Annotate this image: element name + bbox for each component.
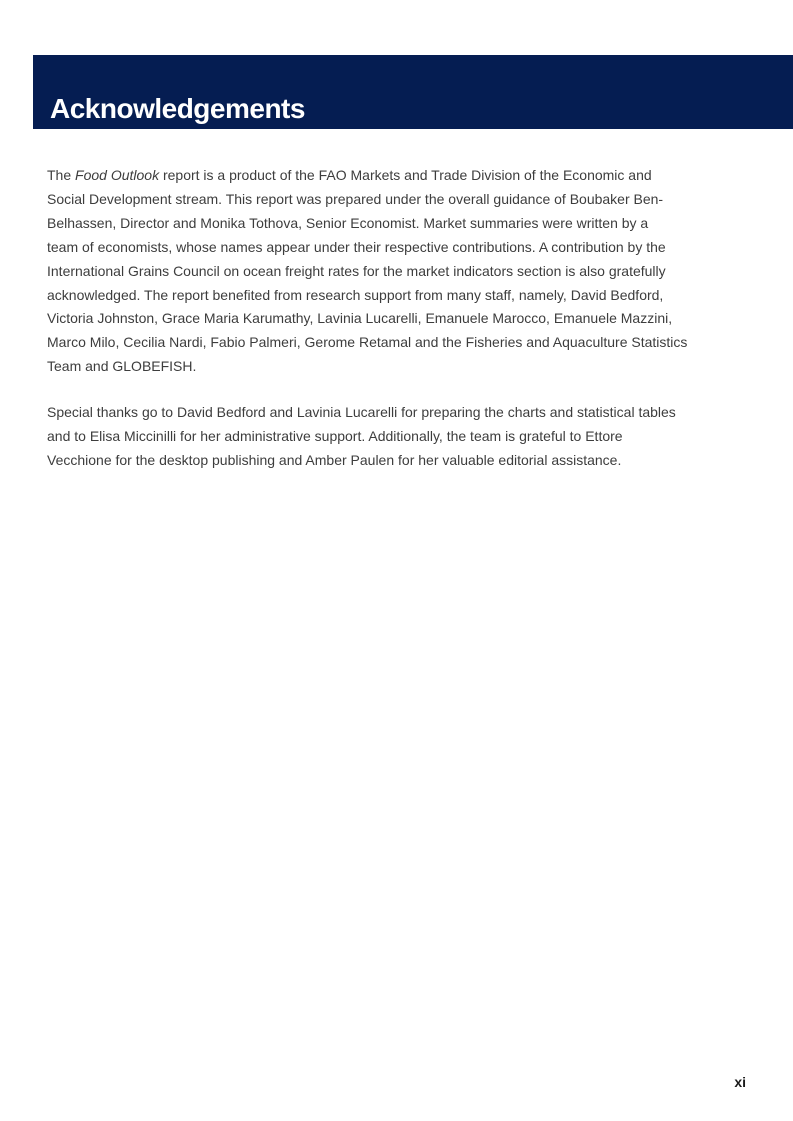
paragraph-acknowledgements-2 [47,401,757,473]
text-line: Social Development stream. This report was prepared under the overall guidance of Boubaker Ben- [47,190,664,207]
text-line: Belhassen, Director and Monika Tothova, Senior Economist. Market summaries were written by a [47,214,649,231]
chapter-title-band [33,55,793,129]
text-line: Special thanks go to David Bedford and Lavinia Lucarelli for preparing the charts and statistical tables [47,404,676,421]
text-line: acknowledged. The report benefited from research support from many staff, namely, David Bedford, [47,286,664,303]
text-line: team of economists, whose names appear under their respective contributions. A contribution by the [47,238,666,255]
body-text [47,164,757,473]
text-line: Vecchione for the desktop publishing and Amber Paulen for her valuable editorial assistance. [47,451,622,468]
text-line: Victoria Johnston, Grace Maria Karumathy, Lavinia Lucarelli, Emanuele Marocco, Emanuele Mazzini, [47,310,673,327]
para1-line1-prefix: The [47,167,76,183]
page-title: Acknowledgements [50,92,305,124]
paragraph-acknowledgements-1 [47,164,757,379]
para1-lines [47,188,757,379]
para1-line1-suffix: report is a product of the FAO Markets and Trade Division of the Economic and [159,167,652,183]
text-line: Marco Milo, Cecilia Nardi, Fabio Palmeri, Gerome Retamal and the Fisheries and Aquaculture Statistics [47,334,688,351]
page-number: xi [734,1074,746,1090]
text-line: International Grains Council on ocean freight rates for the market indicators section is also gratefully [47,262,666,279]
report-name-italic: Food Outlook [75,167,160,183]
para2-lines [47,401,757,473]
text-line: Team and GLOBEFISH. [47,358,197,375]
text-line [47,164,757,188]
text-line: and to Elisa Miccinilli for her administrative support. Additionally, the team is grateful to Ettore [47,428,623,445]
